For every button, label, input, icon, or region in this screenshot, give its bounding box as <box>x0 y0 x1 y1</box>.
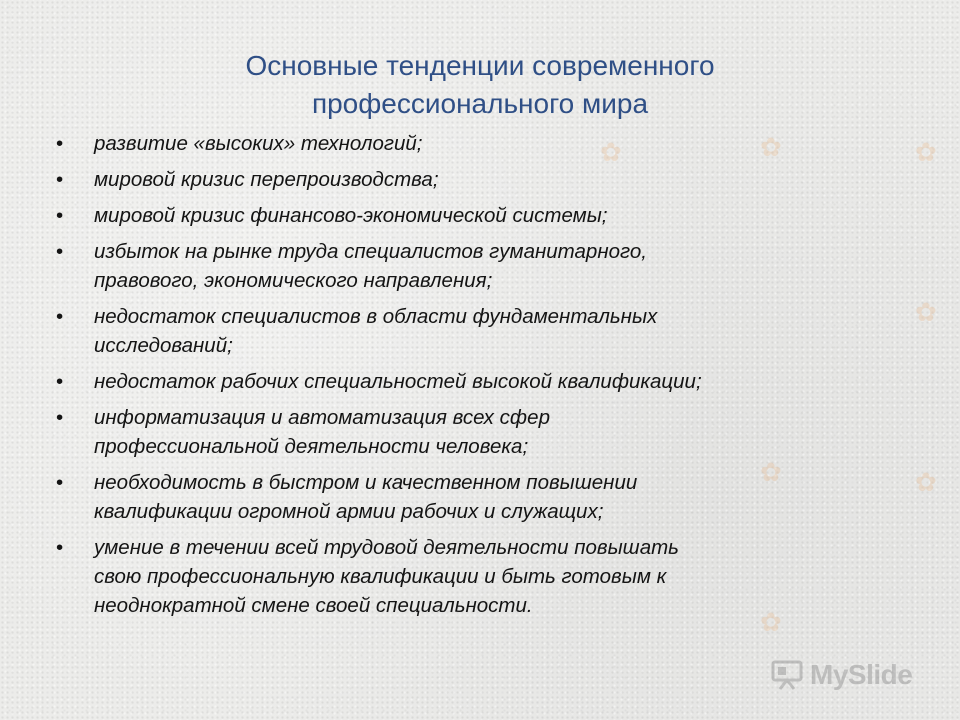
list-item-text-line: необходимость в быстром и качественном повышении <box>94 471 638 494</box>
bullet-icon: • <box>56 204 64 227</box>
flower-decoration-icon: ✿ <box>915 468 937 498</box>
list-item-text-line: свою профессиональную квалификации и быть готовым к <box>94 565 667 588</box>
bullet-icon: • <box>56 536 64 559</box>
list-item-text-line: недостаток рабочих специальностей высокой квалификации; <box>94 370 702 393</box>
list-item-text-line: исследований; <box>94 334 233 357</box>
slide-title <box>0 47 960 123</box>
list-item <box>56 367 916 396</box>
list-item-text-line: мировой кризис перепроизводства; <box>94 168 439 191</box>
list-item-text-line: развитие «высоких» технологий; <box>94 132 423 155</box>
list-item <box>56 403 916 461</box>
bullet-icon: • <box>56 406 64 429</box>
list-item-text-line: избыток на рынке труда специалистов гуманитарного, <box>94 240 647 263</box>
list-item-text-line: мировой кризис финансово-экономической системы; <box>94 204 608 227</box>
bullet-icon: • <box>56 168 64 191</box>
list-item <box>56 533 916 620</box>
slide-title-line: профессионального мира <box>311 87 649 119</box>
list-item <box>56 165 916 194</box>
list-item-text-line: неоднократной смене своей специальности. <box>94 594 533 617</box>
list-item <box>56 468 916 526</box>
list-item <box>56 201 916 230</box>
list-item-text-line: правового, экономического направления; <box>94 269 493 292</box>
flower-decoration-icon: ✿ <box>600 138 622 168</box>
list-item-text-line: недостаток специалистов в области фундаментальных <box>94 305 658 328</box>
presentation-board-icon <box>770 659 804 691</box>
flower-decoration-icon: ✿ <box>760 133 782 163</box>
bullet-icon: • <box>56 471 64 494</box>
list-item <box>56 237 916 295</box>
list-item <box>56 302 916 360</box>
bullet-icon: • <box>56 305 64 328</box>
bullet-icon: • <box>56 240 64 263</box>
list-item-text-line: информатизация и автоматизация всех сфер <box>94 406 550 429</box>
watermark <box>770 655 940 695</box>
bullet-icon: • <box>56 370 64 393</box>
slide-title-line: Основные тенденции современного <box>245 49 715 81</box>
list-item <box>56 129 916 158</box>
bullet-icon: • <box>56 132 64 155</box>
list-item-text-line: квалификации огромной армии рабочих и служащих; <box>94 500 604 523</box>
bullet-list <box>56 129 916 627</box>
flower-decoration-icon: ✿ <box>915 298 937 328</box>
watermark-text: MySlide <box>810 659 913 690</box>
list-item-text-line: умение в течении всей трудовой деятельности повышать <box>94 536 679 559</box>
flower-decoration-icon: ✿ <box>760 458 782 488</box>
list-item-text-line: профессиональной деятельности человека; <box>94 435 529 458</box>
flower-decoration-icon: ✿ <box>760 608 782 638</box>
flower-decoration-icon: ✿ <box>915 138 937 168</box>
